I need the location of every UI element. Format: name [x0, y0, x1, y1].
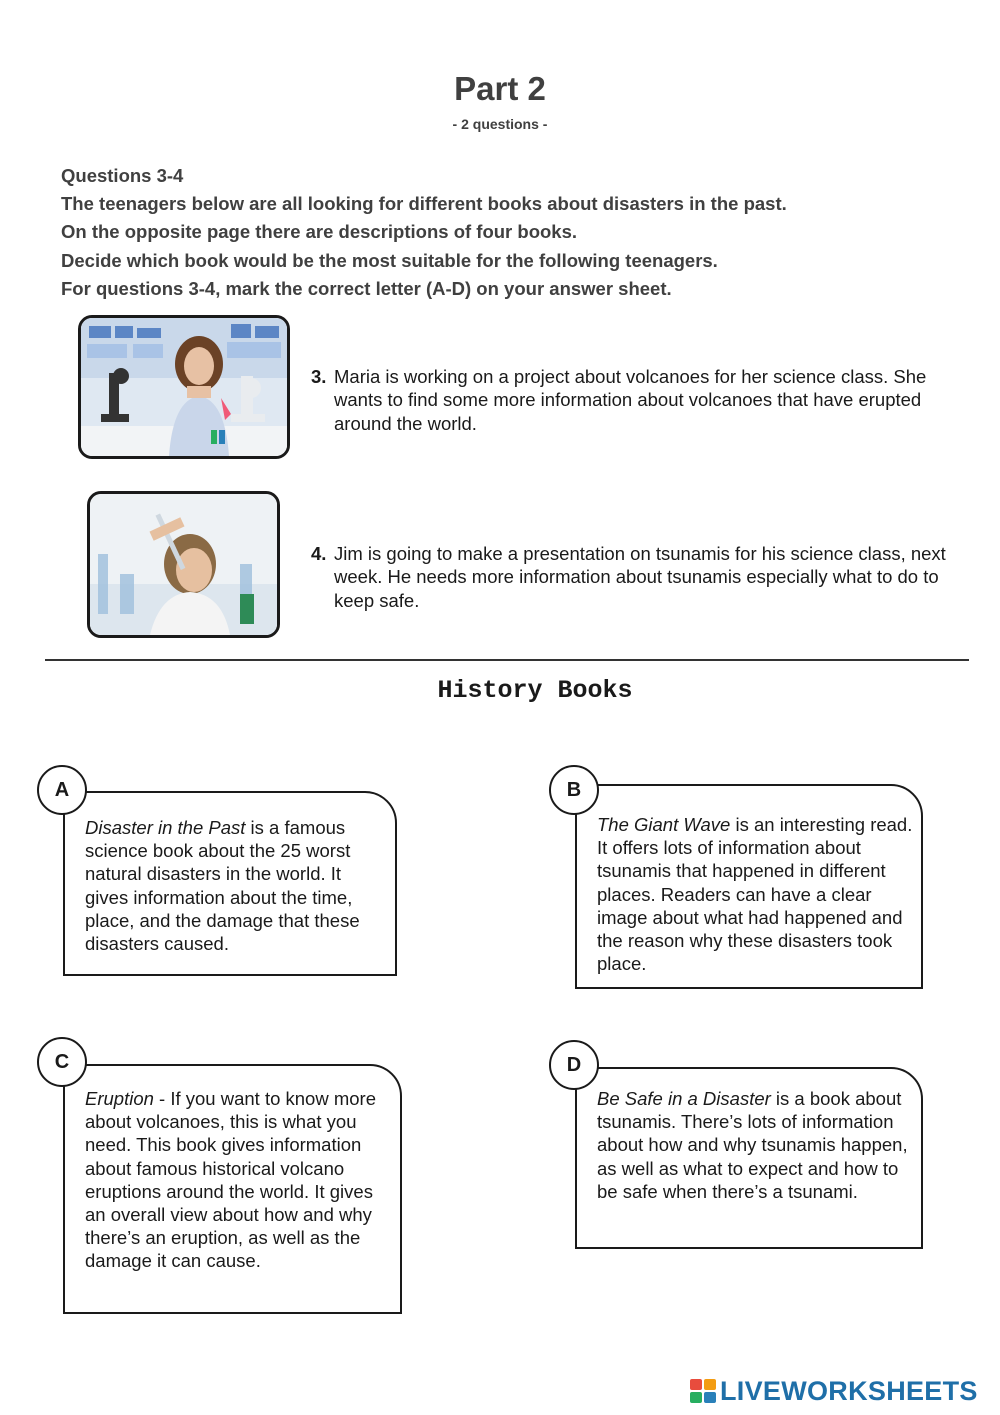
question-number: 3. [311, 366, 327, 387]
instructions-heading: Questions 3-4 [61, 165, 184, 186]
option-letter-badge: C [37, 1037, 87, 1087]
instructions-line: Decide which book would be the most suitable for the following teenagers. [61, 249, 718, 271]
question-text: Jim is going to make a presentation on tsunamis for his science class, next week. He needs more information about tsunamis especially what to do to keep safe. [334, 543, 946, 611]
book-description-text: is an interesting read. It offers lots of information about tsunamis that happened in different places. Readers can have a clear image about what had happened and the reason why these disasters took place. [597, 814, 913, 975]
question-count-subtitle: - 2 questions - [452, 116, 548, 132]
book-card-b [575, 784, 923, 989]
page-title: Part 2 [454, 70, 546, 107]
book-title: Disaster in the Past [85, 817, 246, 838]
book-description-text: is a famous science book about the 25 worst natural disasters in the world. It gives information about the time, place, and the damage that these disasters caused. [85, 817, 360, 955]
logo-text: LIVEWORKSHEETS [720, 1375, 978, 1406]
question-number: 4. [311, 543, 327, 564]
book-title: Eruption [85, 1088, 154, 1109]
question-3 [311, 365, 951, 435]
book-description-text: is a book about tsunamis. There’s lots of information about how and why tsunamis happen, as well as what to expect and how to be safe when there’s a tsunami. [597, 1088, 908, 1202]
instructions [61, 162, 961, 303]
question-text: Maria is working on a project about volcanoes for her science class. She wants to find some more information about volcanoes that have erupted around the world. [334, 366, 927, 434]
book-card-d [575, 1067, 923, 1249]
option-letter-badge: A [37, 765, 87, 815]
book-card-a [63, 791, 397, 976]
book-title: Be Safe in a Disaster [597, 1088, 771, 1109]
instructions-line: On the opposite page there are descriptions of four books. [61, 221, 578, 243]
liveworksheets-logo-icon [690, 1379, 716, 1403]
option-letter-badge: D [549, 1040, 599, 1090]
book-description [85, 1087, 394, 1273]
question-4 [311, 542, 951, 612]
instructions-line: The teenagers below are all looking for different books about disasters in the past. [61, 193, 787, 215]
book-description [597, 813, 915, 975]
book-description [597, 1087, 915, 1203]
liveworksheets-logo[interactable] [690, 1376, 978, 1406]
book-description-text: - If you want to know more about volcanoes, this is what you need. This book gives information about famous historical volcano eruptions around the world. It gives an overall view about how and why there’s an eruption, as well as the damage it can cause. [85, 1088, 376, 1272]
book-description [85, 816, 389, 955]
boy-with-test-tube-photo [87, 491, 280, 638]
section-divider [45, 659, 969, 661]
book-title: The Giant Wave [597, 814, 731, 835]
book-card-c [63, 1064, 402, 1314]
girl-in-science-lab-photo [78, 315, 290, 459]
option-letter-badge: B [549, 765, 599, 815]
section-title: History Books [437, 676, 633, 705]
instructions-line: For questions 3-4, mark the correct letter (A-D) on your answer sheet. [61, 277, 672, 299]
